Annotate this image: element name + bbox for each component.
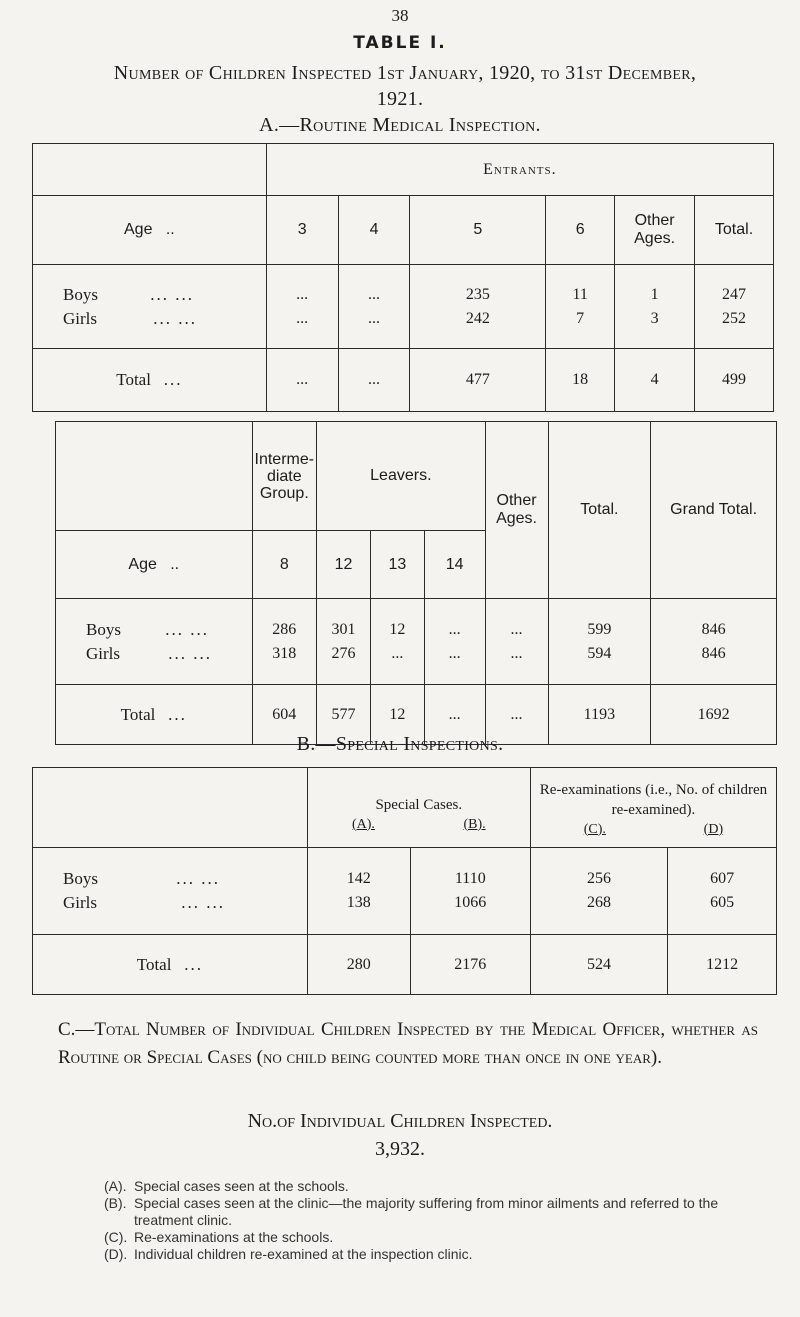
special-cell-d: 607 605	[668, 848, 777, 935]
entrants-col-total: Total.	[695, 196, 774, 265]
special-total-a: 280	[307, 935, 410, 995]
entrants-total-5: 477	[410, 349, 546, 412]
entrants-cell-total: 247 252	[695, 265, 774, 349]
leavers-total-13: 12	[370, 685, 424, 745]
special-cell-a: 142 138	[307, 848, 410, 935]
entrants-corner-cell	[33, 144, 267, 196]
entrants-total-other: 4	[615, 349, 695, 412]
main-title-line2: 1921.	[376, 88, 424, 110]
leavers-total-label: Total ...	[56, 685, 253, 745]
leavers-cell-grand-total: 846 846	[651, 599, 777, 685]
footnote-d: (D). Individual children re-examined at the inspection clinic.	[104, 1246, 473, 1262]
leavers-total-14: ...	[424, 685, 485, 745]
grand-total-header: Grand Total.	[651, 422, 777, 599]
footnote-a: (A). Special cases seen at the schools.	[104, 1178, 349, 1194]
leavers-total-header: Total.	[548, 422, 651, 599]
special-table	[32, 767, 777, 995]
entrants-cell-4: ... ...	[338, 265, 410, 349]
age-14: 14	[424, 531, 485, 599]
leavers-corner-cell	[56, 422, 253, 531]
entrants-total-label: Total ...	[33, 349, 267, 412]
age-12: 12	[317, 531, 371, 599]
leavers-cell-13: 12 ...	[370, 599, 424, 685]
special-total-c: 524	[530, 935, 667, 995]
intermediate-header: Interme-diate Group.	[252, 422, 317, 531]
leavers-total-total: 1193	[548, 685, 651, 745]
special-total-label: Total ...	[33, 935, 308, 995]
special-cases-header: Special Cases. (A). (B).	[307, 768, 530, 848]
section-a-title: A.—Routine Medical Inspection.	[259, 114, 541, 136]
leavers-header: Leavers.	[317, 422, 485, 531]
entrants-total-total: 499	[695, 349, 774, 412]
individual-count-title: No.of Individual Children Inspected.	[247, 1110, 553, 1132]
entrants-total-4: ...	[338, 349, 410, 412]
entrants-total-3: ...	[266, 349, 338, 412]
entrants-col-5: 5	[410, 196, 546, 265]
special-row-labels: Boys ... ... Girls ... ...	[33, 848, 308, 935]
entrants-cell-5: 235 242	[410, 265, 546, 349]
reexaminations-header: Re-examinations (i.e., No. of children re-examined). (C). (D)	[530, 768, 776, 848]
leavers-other-ages-header: Other Ages.	[485, 422, 548, 599]
special-total-b: 2176	[410, 935, 530, 995]
footnotes	[104, 1178, 764, 1263]
leavers-cell-other: ... ...	[485, 599, 548, 685]
age-13: 13	[370, 531, 424, 599]
leavers-total-12: 577	[317, 685, 371, 745]
individual-count-value: 3,932.	[375, 1138, 425, 1160]
entrants-cell-3: ... ...	[266, 265, 338, 349]
entrants-table	[32, 143, 774, 412]
main-title-line1: Number of Children Inspected 1st January, 1920, to 31st December,	[113, 62, 697, 84]
leavers-row-labels: Boys ... ... Girls ... ...	[56, 599, 253, 685]
entrants-col-4: 4	[338, 196, 410, 265]
section-c-text: C.—Total Number of Individual Children Inspected by the Medical Officer, whether as Routine or Special Cases (no child being counted more than once in one year).	[58, 1019, 758, 1068]
entrants-row-labels: Boys ... ... Girls ... ...	[33, 265, 267, 349]
leavers-total-grand: 1692	[651, 685, 777, 745]
section-b-title: B.—Special Inspections.	[296, 733, 504, 755]
age-8: 8	[252, 531, 317, 599]
page-number: 38	[391, 6, 409, 25]
leavers-cell-12: 301 276	[317, 599, 371, 685]
special-corner-cell	[33, 768, 308, 848]
special-total-d: 1212	[668, 935, 777, 995]
entrants-col-6: 6	[546, 196, 615, 265]
entrants-age-label: Age ..	[33, 196, 267, 265]
entrants-col-3: 3	[266, 196, 338, 265]
leavers-total-other: ...	[485, 685, 548, 745]
leavers-total-8: 604	[252, 685, 317, 745]
entrants-group-header: Entrants.	[266, 144, 773, 196]
special-cell-c: 256 268	[530, 848, 667, 935]
special-cell-b: 1110 1066	[410, 848, 530, 935]
leavers-age-label: Age ..	[56, 531, 253, 599]
table-title: TABLE I.	[353, 33, 447, 53]
leavers-table	[55, 421, 777, 745]
leavers-cell-total: 599 594	[548, 599, 651, 685]
entrants-cell-6: 11 7	[546, 265, 615, 349]
leavers-cell-8: 286 318	[252, 599, 317, 685]
entrants-cell-other: 1 3	[615, 265, 695, 349]
entrants-total-6: 18	[546, 349, 615, 412]
leavers-cell-14: ... ...	[424, 599, 485, 685]
footnote-b: (B). Special cases seen at the clinic—the majority suffering from minor ailments and referred to the treatment clinic.	[104, 1195, 719, 1228]
footnote-c: (C). Re-examinations at the schools.	[104, 1229, 334, 1245]
entrants-col-other-ages: Other Ages.	[615, 196, 695, 265]
